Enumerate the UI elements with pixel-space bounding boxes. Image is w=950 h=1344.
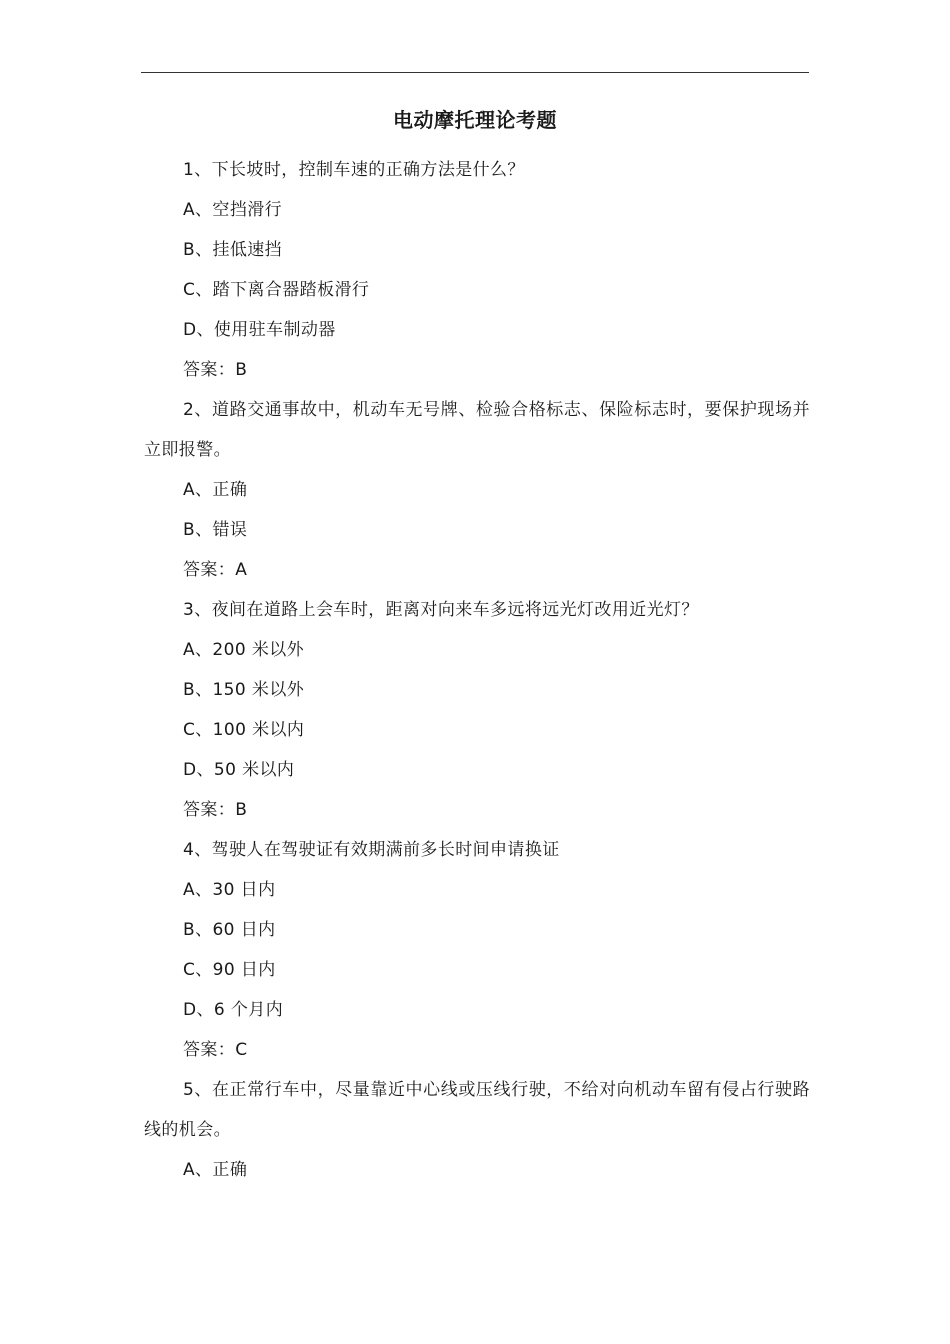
answer: 答案：B	[183, 360, 248, 380]
option-c: C、踏下离合器踏板滑行	[183, 280, 370, 300]
option-a: A、正确	[183, 1160, 248, 1180]
question-4	[144, 830, 810, 1070]
question-stem: 4、驾驶人在驾驶证有效期满前多长时间申请换证	[183, 840, 560, 860]
question-3	[144, 590, 810, 830]
option-b: B、挂低速挡	[183, 240, 283, 260]
option-a: A、正确	[183, 480, 248, 500]
option-a: A、空挡滑行	[183, 200, 283, 220]
option-a: A、200 米以外	[183, 640, 305, 660]
question-1	[144, 150, 810, 390]
question-list	[144, 150, 810, 1190]
option-c: C、100 米以内	[183, 720, 305, 740]
answer: 答案：A	[183, 560, 248, 580]
header-rule	[141, 72, 809, 73]
question-stem: 2、道路交通事故中，机动车无号牌、检验合格标志、保险标志时，要保护现场并立即报警。	[144, 400, 810, 460]
option-b: B、150 米以外	[183, 680, 305, 700]
option-b: B、60 日内	[183, 920, 276, 940]
question-stem: 3、夜间在道路上会车时，距离对向来车多远将远光灯改用近光灯？	[183, 600, 699, 620]
option-d: D、6 个月内	[183, 1000, 284, 1020]
answer: 答案：B	[183, 800, 248, 820]
option-b: B、错误	[183, 520, 248, 540]
question-5	[144, 1070, 810, 1190]
option-a: A、30 日内	[183, 880, 276, 900]
option-d: D、50 米以内	[183, 760, 295, 780]
option-c: C、90 日内	[183, 960, 276, 980]
page-title: 电动摩托理论考题	[393, 108, 557, 132]
question-stem: 1、下长坡时，控制车速的正确方法是什么？	[183, 160, 525, 180]
answer: 答案：C	[183, 1040, 248, 1060]
question-stem: 5、在正常行车中，尽量靠近中心线或压线行驶，不给对向机动车留有侵占行驶路线的机会。	[144, 1080, 810, 1140]
option-d: D、使用驻车制动器	[183, 320, 336, 340]
question-2	[144, 390, 810, 590]
